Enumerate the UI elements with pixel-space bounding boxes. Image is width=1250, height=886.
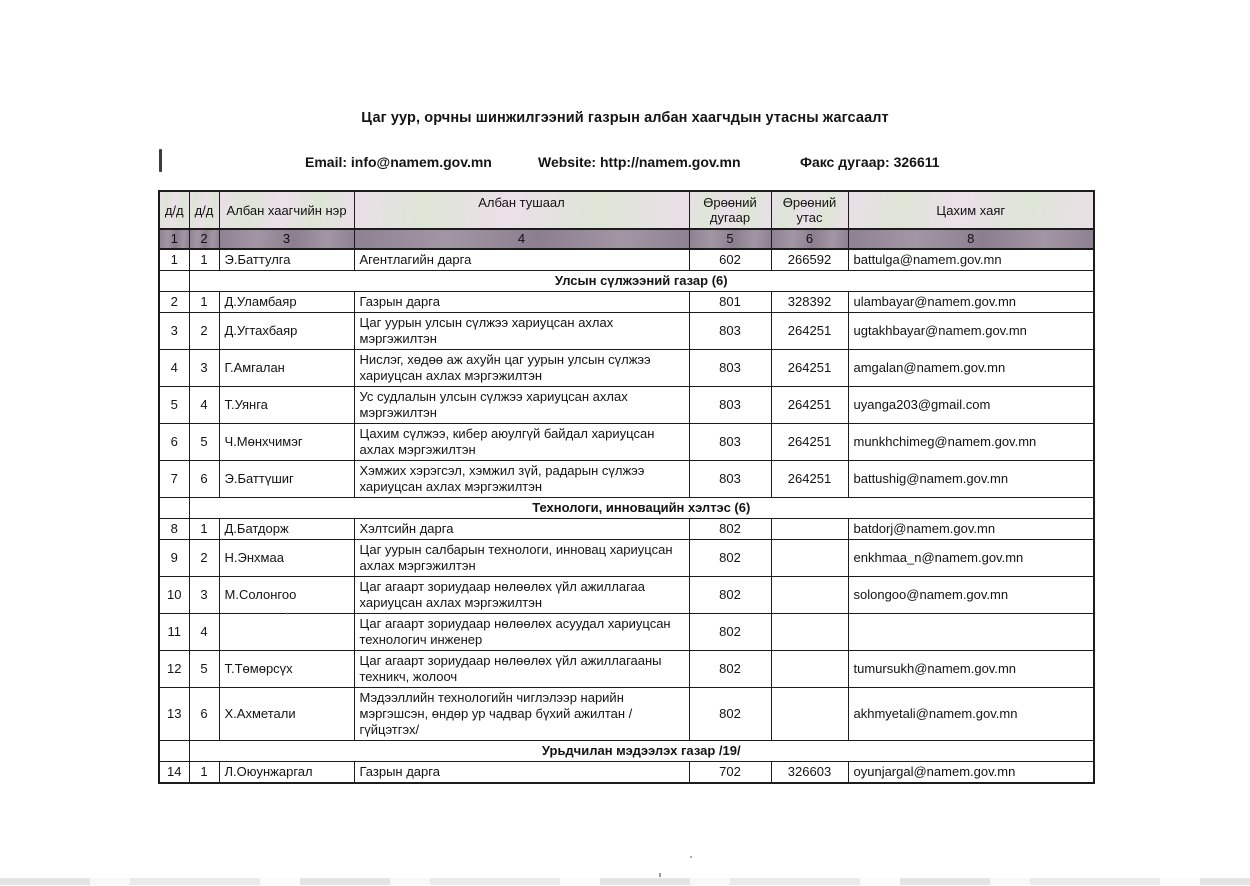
email-label: Email: xyxy=(305,154,348,170)
website-line xyxy=(538,154,741,170)
cell-sub-number: 3 xyxy=(189,350,219,387)
cell-row-number: 4 xyxy=(159,350,189,387)
cell-staff-name: Л.Оюунжаргал xyxy=(219,762,354,784)
cell-row-number: 7 xyxy=(159,461,189,498)
cell-room-number: 803 xyxy=(689,313,771,350)
column-number: 2 xyxy=(189,229,219,249)
cell-room-number: 803 xyxy=(689,350,771,387)
cell-position: Цаг уурын салбарын технологи, инновац хариуцсан ахлах мэргэжилтэн xyxy=(354,540,689,577)
cell-room-phone xyxy=(771,540,848,577)
table-row xyxy=(159,249,1094,271)
cell-room-number: 802 xyxy=(689,519,771,540)
cell-staff-name: Н.Энхмаа xyxy=(219,540,354,577)
table-body xyxy=(159,249,1094,783)
cell-room-phone: 264251 xyxy=(771,461,848,498)
table-row xyxy=(159,577,1094,614)
website-value: http://namem.gov.mn xyxy=(599,154,741,170)
cell-room-phone: 264251 xyxy=(771,313,848,350)
scan-page-edge-artifact xyxy=(0,878,1250,885)
cell-sub-number: 1 xyxy=(189,762,219,784)
cell-staff-name: Ч.Мөнхчимэг xyxy=(219,424,354,461)
cell-room-phone: 328392 xyxy=(771,292,848,313)
cell-row-number: 10 xyxy=(159,577,189,614)
cell-room-phone xyxy=(771,577,848,614)
cell-sub-number: 5 xyxy=(189,651,219,688)
column-number: 6 xyxy=(771,229,848,249)
cell-staff-name: Т.Төмөрсүх xyxy=(219,651,354,688)
cell-email: batdorj@namem.gov.mn xyxy=(848,519,1094,540)
cell-room-phone xyxy=(771,688,848,741)
cell-room-number: 801 xyxy=(689,292,771,313)
cell-room-phone: 326603 xyxy=(771,762,848,784)
section-row-spacer-cell xyxy=(159,498,189,519)
cell-row-number: 14 xyxy=(159,762,189,784)
cell-email: ulambayar@namem.gov.mn xyxy=(848,292,1094,313)
cell-room-number: 803 xyxy=(689,461,771,498)
cell-room-phone xyxy=(771,614,848,651)
column-number: 4 xyxy=(354,229,689,249)
cell-room-number: 803 xyxy=(689,424,771,461)
cell-position: Мэдээллийн технологийн чиглэлээр нарийн мэргэшсэн, өндөр ур чадвар бүхий ажилтан /гүйцэтгэх/ xyxy=(354,688,689,741)
col-header-room-phone: Өрөөний утас xyxy=(771,191,848,229)
scan-stray-mark-artifact: ’ xyxy=(286,611,289,623)
cell-staff-name: Х.Ахметали xyxy=(219,688,354,741)
cell-sub-number: 5 xyxy=(189,424,219,461)
contact-info-line xyxy=(158,154,1093,172)
col-header-room-number: Өрөөний дугаар xyxy=(689,191,771,229)
table-row xyxy=(159,614,1094,651)
cell-position: Нислэг, хөдөө аж ахуйн цаг уурын улсын сүлжээ хариуцсан ахлах мэргэжилтэн xyxy=(354,350,689,387)
table-row xyxy=(159,540,1094,577)
cell-email: ugtakhbayar@namem.gov.mn xyxy=(848,313,1094,350)
cell-sub-number: 4 xyxy=(189,387,219,424)
col-header-dd2: д/д xyxy=(189,191,219,229)
cell-room-number: 803 xyxy=(689,387,771,424)
cell-row-number: 13 xyxy=(159,688,189,741)
col-header-position: Албан тушаал xyxy=(354,191,689,229)
cell-email: tumursukh@namem.gov.mn xyxy=(848,651,1094,688)
fax-value: 326611 xyxy=(893,154,940,170)
cell-row-number: 5 xyxy=(159,387,189,424)
cell-email: battushig@namem.gov.mn xyxy=(848,461,1094,498)
scan-dot-artifact xyxy=(659,873,661,877)
cell-staff-name: Э.Баттулга xyxy=(219,249,354,271)
cell-email: uyanga203@gmail.com xyxy=(848,387,1094,424)
cell-sub-number: 1 xyxy=(189,249,219,271)
table-row xyxy=(159,350,1094,387)
cell-sub-number: 6 xyxy=(189,461,219,498)
table-row xyxy=(159,688,1094,741)
table-row xyxy=(159,387,1094,424)
cell-row-number: 11 xyxy=(159,614,189,651)
table-row xyxy=(159,313,1094,350)
cell-row-number: 9 xyxy=(159,540,189,577)
cell-email: akhmyetali@namem.gov.mn xyxy=(848,688,1094,741)
website-label: Website: xyxy=(538,154,597,170)
cell-email: munkhchimeg@namem.gov.mn xyxy=(848,424,1094,461)
cell-room-phone: 264251 xyxy=(771,350,848,387)
table-header xyxy=(159,191,1094,249)
cell-position: Агентлагийн дарга xyxy=(354,249,689,271)
cell-staff-name: М.Солонгоо xyxy=(219,577,354,614)
cell-room-number: 702 xyxy=(689,762,771,784)
cell-email: solongoo@namem.gov.mn xyxy=(848,577,1094,614)
cell-position: Цаг агаарт зориудаар нөлөөлөх асуудал хариуцсан технологич инженер xyxy=(354,614,689,651)
cell-row-number: 12 xyxy=(159,651,189,688)
email-line xyxy=(305,154,492,170)
table-row xyxy=(159,292,1094,313)
cell-row-number: 3 xyxy=(159,313,189,350)
cell-room-phone: 264251 xyxy=(771,424,848,461)
cell-staff-name: Т.Уянга xyxy=(219,387,354,424)
table-row xyxy=(159,519,1094,540)
cell-staff-name: Э.Баттүшиг xyxy=(219,461,354,498)
cell-room-phone xyxy=(771,651,848,688)
cell-sub-number: 2 xyxy=(189,313,219,350)
cell-staff-name: Д.Уламбаяр xyxy=(219,292,354,313)
cell-sub-number: 3 xyxy=(189,577,219,614)
cell-position: Цаг агаарт зориудаар нөлөөлөх үйл ажиллагааны техникч, жолооч xyxy=(354,651,689,688)
section-row xyxy=(159,498,1094,519)
table-row xyxy=(159,651,1094,688)
cell-room-number: 802 xyxy=(689,651,771,688)
column-number: 5 xyxy=(689,229,771,249)
cell-position: Ус судлалын улсын сүлжээ хариуцсан ахлах мэргэжилтэн xyxy=(354,387,689,424)
fax-label: Факс дугаар: xyxy=(800,154,890,170)
section-title: Технологи, инновацийн хэлтэс (6) xyxy=(189,498,1094,519)
cell-position: Хэлтсийн дарга xyxy=(354,519,689,540)
table-row xyxy=(159,424,1094,461)
column-number: 1 xyxy=(159,229,189,249)
cell-email: oyunjargal@namem.gov.mn xyxy=(848,762,1094,784)
column-number: 8 xyxy=(848,229,1094,249)
cell-position: Цахим сүлжээ, кибер аюулгүй байдал хариуцсан ахлах мэргэжилтэн xyxy=(354,424,689,461)
cell-row-number: 1 xyxy=(159,249,189,271)
cell-row-number: 8 xyxy=(159,519,189,540)
section-row-spacer-cell xyxy=(159,271,189,292)
scan-dot-artifact xyxy=(690,856,692,858)
cell-position: Газрын дарга xyxy=(354,762,689,784)
cell-position: Газрын дарга xyxy=(354,292,689,313)
staff-phone-table-wrap xyxy=(158,190,1095,784)
cell-room-phone xyxy=(771,519,848,540)
cell-room-number: 802 xyxy=(689,540,771,577)
cell-email: amgalan@namem.gov.mn xyxy=(848,350,1094,387)
cell-sub-number: 1 xyxy=(189,519,219,540)
section-title: Улсын сүлжээний газар (6) xyxy=(189,271,1094,292)
cell-email: enkhmaa_n@namem.gov.mn xyxy=(848,540,1094,577)
cell-row-number: 2 xyxy=(159,292,189,313)
cell-sub-number: 2 xyxy=(189,540,219,577)
cell-sub-number: 1 xyxy=(189,292,219,313)
email-value: info@namem.gov.mn xyxy=(350,154,492,170)
cell-staff-name: Г.Амгалан xyxy=(219,350,354,387)
column-number: 3 xyxy=(219,229,354,249)
table-row xyxy=(159,762,1094,784)
cell-room-number: 802 xyxy=(689,577,771,614)
cell-room-phone: 266592 xyxy=(771,249,848,271)
cell-row-number: 6 xyxy=(159,424,189,461)
cell-room-number: 602 xyxy=(689,249,771,271)
col-header-dd1: д/д xyxy=(159,191,189,229)
cell-staff-name: Д.Угтахбаяр xyxy=(219,313,354,350)
column-number-row xyxy=(159,229,1094,249)
col-header-email: Цахим хаяг xyxy=(848,191,1094,229)
col-header-name: Албан хаагчийн нэр xyxy=(219,191,354,229)
header-row xyxy=(159,191,1094,229)
section-row-spacer-cell xyxy=(159,741,189,762)
fax-line xyxy=(800,154,940,170)
cell-email: battulga@namem.gov.mn xyxy=(848,249,1094,271)
cell-staff-name: Д.Батдорж xyxy=(219,519,354,540)
scan-pen-mark-artifact xyxy=(159,149,162,172)
cell-position: Цаг агаарт зориудаар нөлөөлөх үйл ажиллагаа хариуцсан ахлах мэргэжилтэн xyxy=(354,577,689,614)
cell-position: Цаг уурын улсын сүлжээ хариуцсан ахлах мэргэжилтэн xyxy=(354,313,689,350)
cell-sub-number: 6 xyxy=(189,688,219,741)
page-title: Цаг уур, орчны шинжилгээний газрын албан хаагчдын утасны жагсаалт xyxy=(361,110,889,126)
cell-position: Хэмжих хэрэгсэл, хэмжил зүй, радарын сүлжээ хариуцсан ахлах мэргэжилтэн xyxy=(354,461,689,498)
cell-sub-number: 4 xyxy=(189,614,219,651)
cell-room-phone: 264251 xyxy=(771,387,848,424)
section-title: Урьдчилан мэдээлэх газар /19/ xyxy=(189,741,1094,762)
table-row xyxy=(159,461,1094,498)
staff-phone-table xyxy=(158,190,1095,784)
section-row xyxy=(159,271,1094,292)
cell-room-number: 802 xyxy=(689,614,771,651)
section-row xyxy=(159,741,1094,762)
cell-room-number: 802 xyxy=(689,688,771,741)
cell-email xyxy=(848,614,1094,651)
